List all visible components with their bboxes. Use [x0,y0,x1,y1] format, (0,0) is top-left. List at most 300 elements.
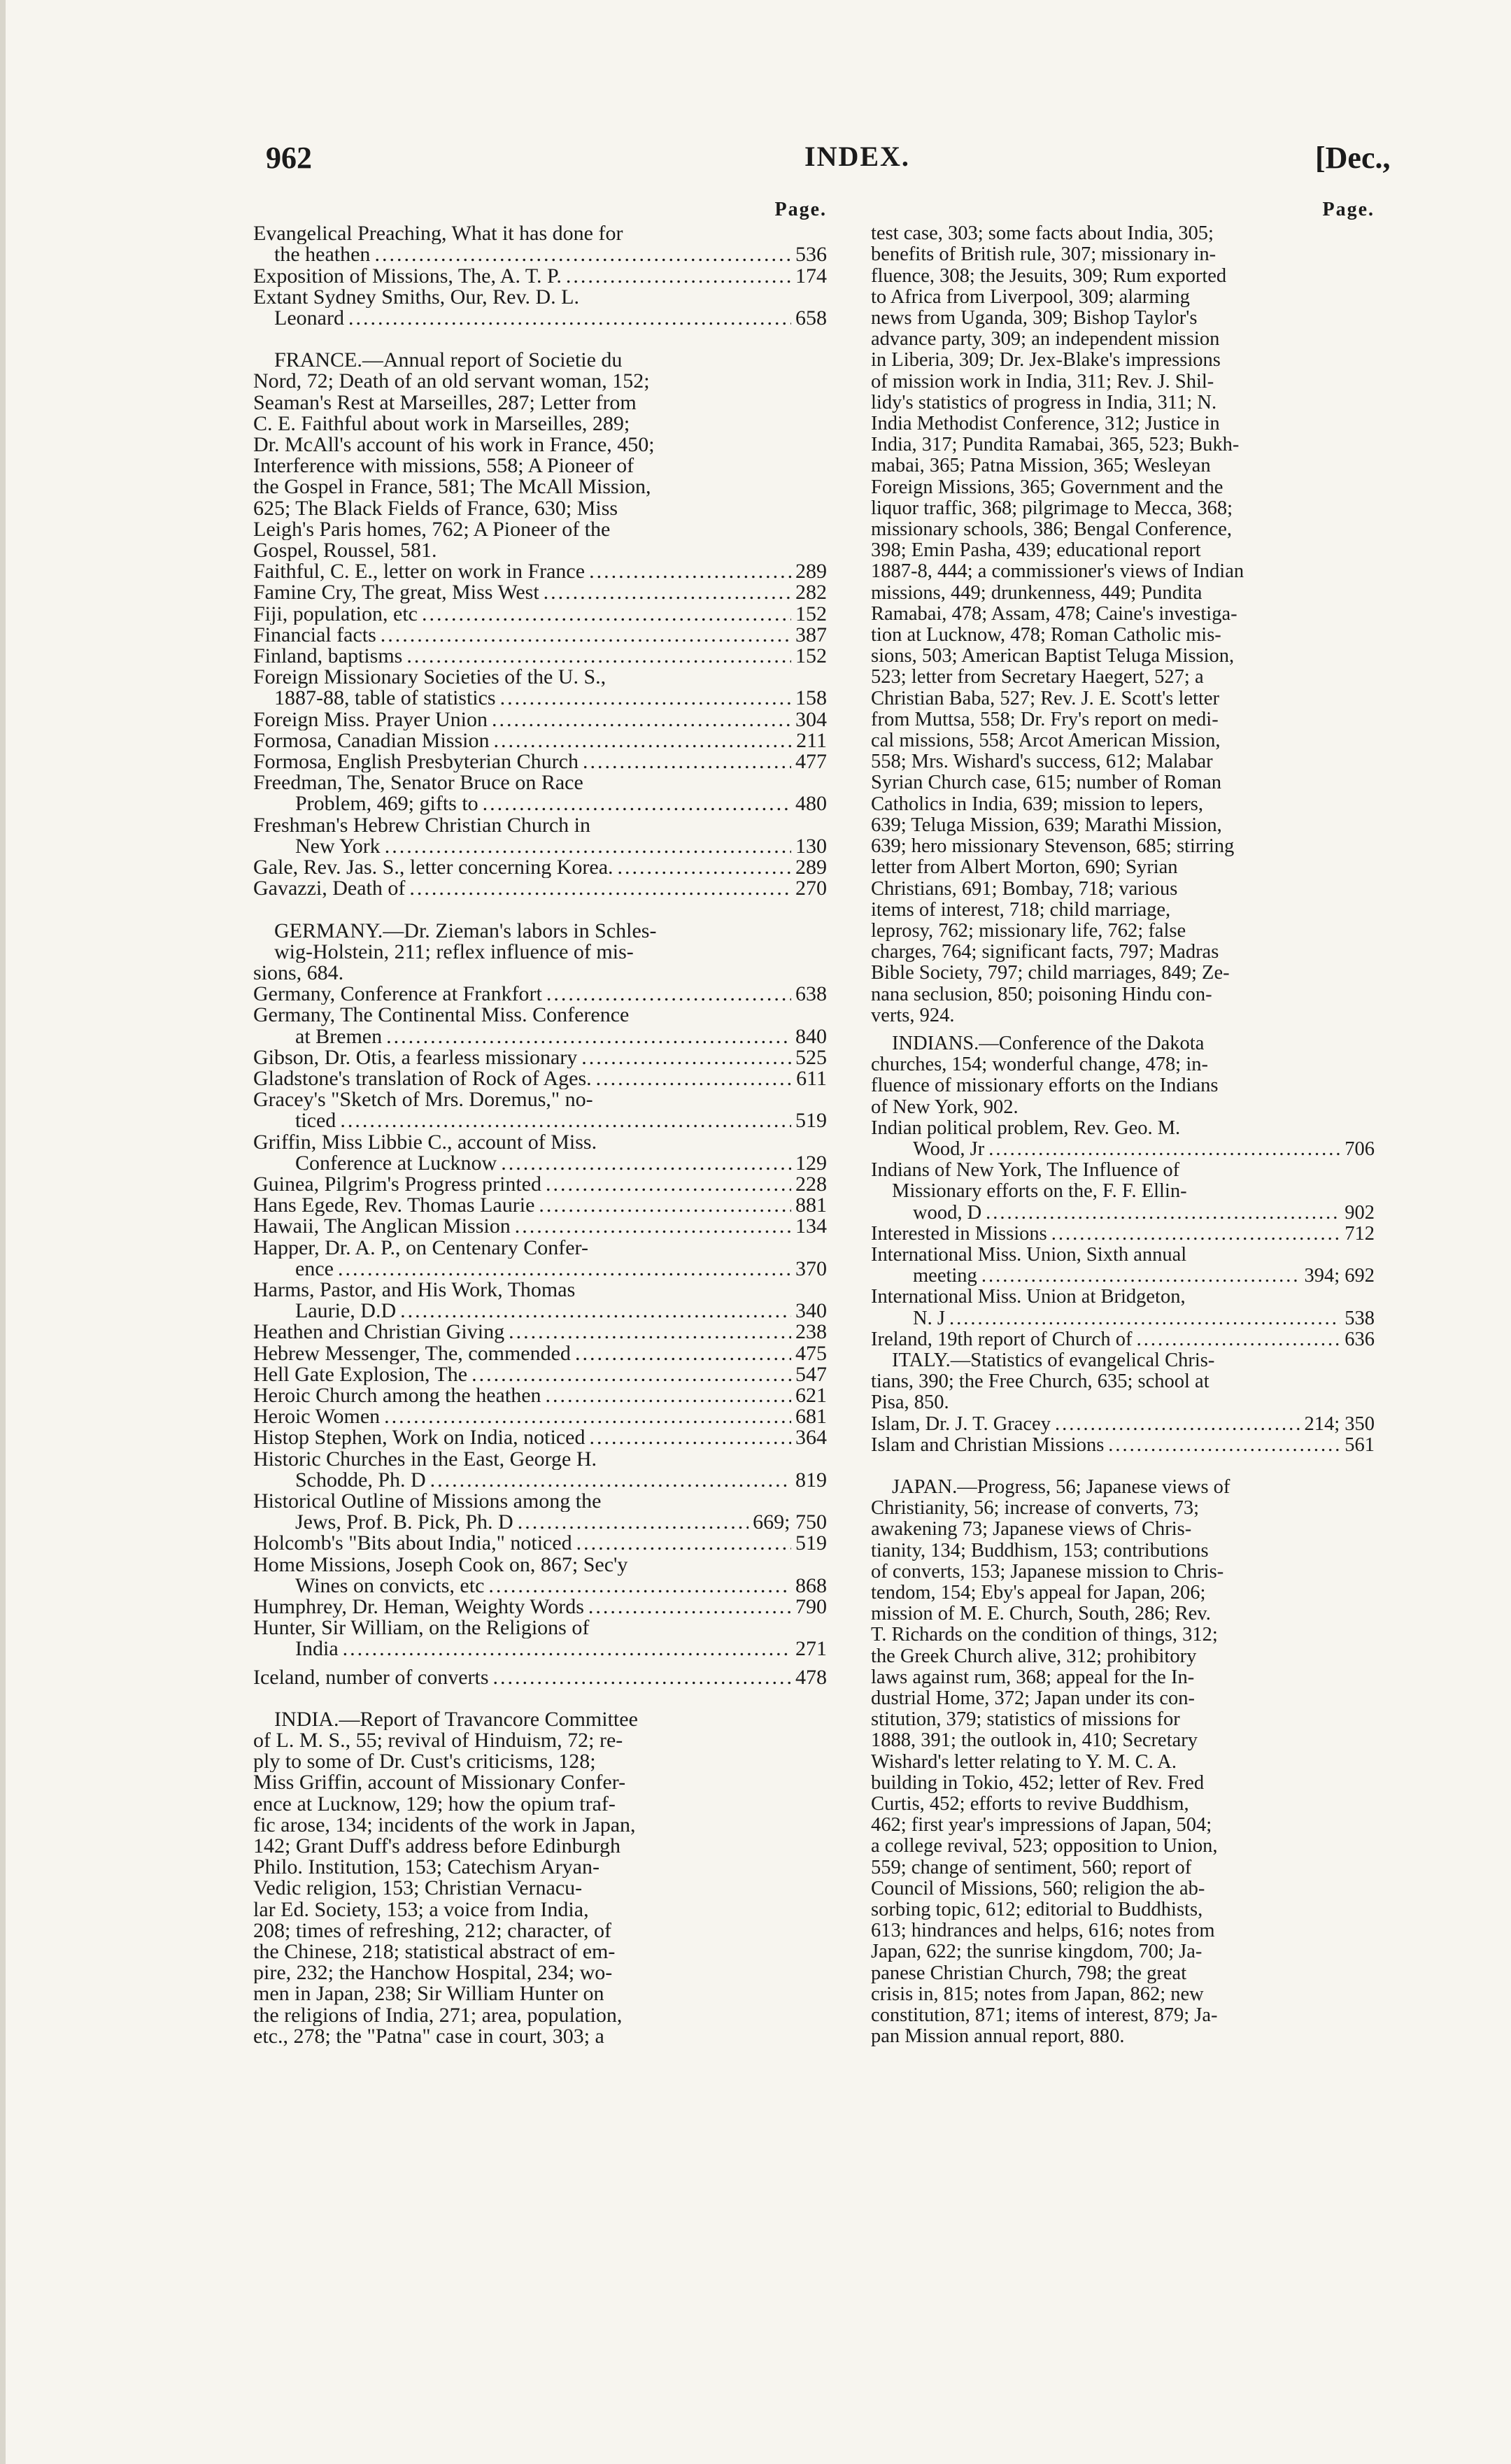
dot-leader [483,793,791,814]
index-line: the Chinese, 218; statistical abstract of em- [253,1941,616,1963]
index-line: Freedman, The, Senator Bruce on Race [253,772,583,794]
index-line: Vedic religion, 153; Christian Vernacu- [253,1878,583,1899]
index-page-ref: 790 [795,1596,827,1618]
index-line: FRANCE.—Annual report of Societie du [274,350,623,371]
index-page-ref: 478 [795,1666,827,1688]
dot-leader [546,1174,791,1195]
index-line: sions, 684. [253,962,344,984]
index-entry-text: the heathen [274,244,371,266]
index-line: Christian Baba, 527; Rev. J. E. Scott's letter [871,688,1220,709]
index-page-ref: 636 [1345,1329,1375,1350]
dot-leader [949,1308,1340,1329]
index-line: 558; Mrs. Wishard's success, 612; Malabar [871,751,1213,773]
index-line: Council of Missions, 560; religion the ab- [871,1878,1205,1899]
index-line [253,793,827,814]
index-line: Griffin, Miss Libbie C., account of Miss. [253,1131,597,1153]
index-line [253,1385,827,1406]
index-page-ref: 712 [1345,1223,1375,1245]
index-line: ence at Lucknow, 129; how the opium traf- [253,1793,616,1815]
index-entry-text: Financial facts [253,624,376,646]
index-line [253,1343,827,1364]
index-entry-text: Faithful, C. E., letter on work in France [253,561,586,583]
index-line: verts, 924. [871,1005,955,1026]
index-line [253,1638,827,1659]
index-line: Historic Churches in the East, George H. [253,1448,597,1470]
index-entry-text: N. J [913,1308,945,1329]
index-entry-text: Foreign Miss. Prayer Union [253,709,488,730]
index-line [253,1195,827,1216]
index-entry-text: Interested in Missions [871,1223,1047,1245]
index-entry-text: Gladstone's translation of Rock of Ages. [253,1068,592,1090]
index-line: nana seclusion, 850; poisoning Hindu con- [871,984,1212,1005]
index-line [253,561,827,582]
page-edge [0,0,6,2464]
index-line: ITALY.—Statistics of evangelical Chris- [892,1350,1215,1371]
index-line: fluence, 308; the Jesuits, 309; Rum exported [871,265,1227,287]
index-line: Evangelical Preaching, What it has done for [253,223,623,245]
index-page-ref: 611 [796,1068,827,1090]
page-number: 962 [266,141,312,175]
index-entry-text: Histop Stephen, Work on India, noticed [253,1427,586,1449]
index-line: 208; times of refreshing, 212; character, of [253,1920,611,1942]
index-line: Indians of New York, The Influence of [871,1160,1180,1182]
index-line: fluence of missionary efforts on the Indians [871,1075,1219,1097]
index-entry-text: Heathen and Christian Giving [253,1322,505,1343]
dot-leader [494,730,793,751]
index-entry-text: Humphrey, Dr. Heman, Weighty Words [253,1596,584,1618]
index-page-ref: 174 [795,265,827,287]
index-line: mission of M. E. Church, South, 286; Rev. [871,1603,1211,1625]
dot-leader [374,244,791,265]
index-line: missions, 449; drunkenness, 449; Pundita [871,582,1203,604]
index-page-ref: 158 [795,688,827,709]
index-page-ref: 525 [795,1047,827,1068]
index-line [253,1301,827,1322]
index-entry-text: Problem, 469; gifts to [295,793,478,815]
index-line: items of interest, 718; child marriage, [871,899,1171,921]
index-line [253,836,827,857]
index-line [253,1153,827,1174]
index-line: T. Richards on the condition of things, 312; [871,1624,1218,1646]
index-line: Happer, Dr. A. P., on Centenary Confer- [253,1237,588,1259]
index-line [253,244,827,265]
index-entry-text: Exposition of Missions, The, A. T. P. [253,265,562,287]
dot-leader [493,1667,791,1688]
index-entry-text: meeting [913,1266,977,1287]
index-entry-text: Finland, baptisms [253,646,403,667]
dot-leader [400,1301,791,1322]
index-line: Bible Society, 797; child marriages, 849; Ze- [871,963,1230,984]
index-line [871,1308,1375,1329]
index-page-ref: 881 [795,1195,827,1217]
index-line: 625; The Black Fields of France, 630; Miss [253,497,618,519]
dot-leader [409,878,791,899]
index-line: the religions of India, 271; area, population, [253,2004,623,2026]
dot-leader [588,1596,791,1617]
index-line: crisis in, 815; notes from Japan, 862; new [871,1983,1204,2005]
dot-leader [566,266,791,287]
dot-leader [501,1153,791,1174]
index-line: Freshman's Hebrew Christian Church in [253,814,590,836]
index-page-ref: 387 [795,624,827,646]
index-line: of mission work in India, 311; Rev. J. Shil- [871,371,1214,392]
index-line: 613; hindrances and helps, 616; notes from [871,1920,1215,1942]
index-entry-text: New York [295,835,381,858]
index-line [871,1435,1375,1456]
index-page-ref: 340 [795,1301,827,1322]
index-entry-text: Islam, Dr. J. T. Gracey [871,1413,1051,1435]
index-entry-text: India [295,1638,339,1660]
index-page-ref: 304 [795,709,827,730]
running-header [266,140,1511,189]
index-line [253,1512,827,1533]
index-line [253,1576,827,1596]
index-line: 639; hero missionary Stevenson, 685; stirring [871,836,1235,858]
index-line: of L. M. S., 55; revival of Hinduism, 72; re- [253,1730,623,1752]
index-line [253,1174,827,1195]
index-line: panese Christian Church, 798; the great [871,1962,1187,1984]
index-line: the Gospel in France, 581; The McAll Mission, [253,476,651,498]
index-page-ref: 130 [795,835,827,858]
index-entry-text: Gavazzi, Death of [253,878,406,900]
index-column-left [253,199,827,2047]
index-line: fic arose, 134; incidents of the work in Japan, [253,1814,636,1836]
index-line [871,1266,1375,1287]
index-entry-text: Islam and Christian Missions [871,1434,1105,1456]
index-line: etc., 278; the "Patna" case in court, 303; a [253,2025,604,2048]
index-line [871,1224,1375,1245]
index-line [253,266,827,287]
dot-leader [1108,1435,1340,1456]
index-line: JAPAN.—Progress, 56; Japanese views of [892,1476,1230,1498]
index-page-ref: 270 [795,878,827,900]
dot-leader [430,1470,791,1491]
index-page-ref: 238 [795,1322,827,1343]
index-line: Indian political problem, Rev. Geo. M. [871,1117,1181,1139]
index-line [253,1596,827,1617]
dot-leader [381,625,791,646]
index-line: benefits of British rule, 307; missionary in- [871,244,1216,266]
index-entry-text: Wood, Jr [913,1138,985,1160]
dot-leader [539,1195,791,1216]
index-line: Ramabai, 478; Assam, 478; Caine's investiga- [871,603,1237,625]
dot-leader [596,1068,792,1089]
index-line: news from Uganda, 309; Bishop Taylor's [871,308,1198,330]
index-entry-text: Wines on convicts, etc [295,1575,485,1596]
index-page-ref: 282 [795,582,827,604]
dot-leader [1055,1414,1300,1435]
index-line: missionary schools, 386; Bengal Conference, [871,519,1233,541]
dot-leader [986,1203,1340,1224]
index-line: of New York, 902. [871,1096,1019,1118]
index-line: ply to some of Dr. Cust's criticisms, 128; [253,1751,596,1773]
index-page-ref: 840 [795,1026,827,1047]
index-entry-text: Holcomb's "Bits about India," noticed [253,1533,572,1555]
index-line [253,688,827,709]
index-line [871,1139,1375,1160]
index-line [253,1068,827,1089]
dot-leader [422,604,791,625]
index-line [253,1533,827,1554]
index-line: Leigh's Paris homes, 762; A Pioneer of the [253,518,611,541]
index-line: to Africa from Liverpool, 309; alarming [871,286,1190,308]
index-line: constitution, 871; items of interest, 879; Ja- [871,2005,1218,2027]
index-line: letter from Albert Morton, 690; Syrian [871,857,1178,879]
index-line: Seaman's Rest at Marseilles, 287; Letter from [253,392,637,413]
index-line: cal missions, 558; Arcot American Mission, [871,730,1221,752]
dot-leader [386,1026,791,1047]
index-line [871,1329,1375,1350]
index-line: Gospel, Roussel, 581. [253,540,437,562]
index-line: Curtis, 452; efforts to revive Buddhism, [871,1794,1189,1815]
index-page-ref: 211 [796,730,827,752]
index-entry-text: Hawaii, The Anglican Mission [253,1216,511,1238]
running-month: [Dec., [1315,141,1391,175]
index-line: of converts, 153; Japanese mission to Chris- [871,1561,1224,1583]
index-line: GERMANY.—Dr. Zieman's labors in Schles- [274,920,657,942]
index-line: 1887-8, 444; a commissioner's views of Indian [871,561,1244,583]
dot-leader [488,1576,791,1596]
index-line: Gracey's "Sketch of Mrs. Doremus," no- [253,1089,593,1111]
index-entry-text: Heroic Women [253,1406,381,1428]
index-line: Catholics in India, 639; mission to lepers, [871,793,1203,815]
dot-leader [583,751,791,772]
index-line: awakening 73; Japanese views of Chris- [871,1519,1192,1541]
index-line: Harms, Pastor, and His Work, Thomas [253,1279,576,1301]
index-line: leprosy, 762; missionary life, 762; false [871,920,1186,942]
index-page-ref: 364 [795,1427,827,1449]
index-line [253,709,827,730]
dot-leader [348,308,791,329]
index-entry-text: Gale, Rev. Jas. S., letter concerning Korea. [253,857,613,879]
index-page-ref: 129 [795,1152,827,1174]
index-entry-text: Guinea, Pilgrim's Progress printed [253,1173,542,1196]
dot-leader [385,836,791,857]
index-entry-text: 1887-88, table of statistics [274,688,496,709]
page-column-heading: Page. [1322,199,1375,220]
index-line: Historical Outline of Missions among the [253,1490,602,1513]
index-line: advance party, 309; an independent mission [871,329,1220,351]
index-line: Missionary efforts on the, F. F. Ellin- [892,1181,1187,1203]
index-page-ref: 706 [1345,1138,1375,1160]
index-line: sorbing topic, 612; editorial to Buddhists, [871,1899,1203,1921]
dot-leader [406,646,791,667]
index-page-ref: 638 [795,984,827,1005]
index-line: charges, 764; significant facts, 797; Madras [871,942,1219,963]
dot-leader [338,1259,791,1280]
page-column-heading: Page. [774,199,827,220]
dot-leader [518,1512,749,1533]
index-line: Wishard's letter relating to Y. M. C. A. [871,1751,1177,1773]
index-line: 142; Grant Duff's address before Edinburgh [253,1836,621,1857]
index-line [253,1110,827,1131]
dot-leader [589,1427,791,1448]
index-line: 523; letter from Secretary Haegert, 527; a [871,667,1204,688]
index-entry-text: Fiji, population, etc [253,603,418,625]
index-entry-text: Formosa, English Presbyterian Church [253,751,579,773]
index-line: INDIA.—Report of Travancore Committee [274,1708,638,1731]
index-page-ref: 519 [795,1533,827,1555]
index-page-ref: 370 [795,1258,827,1280]
index-entry-text: Conference at Lucknow [295,1152,497,1174]
dot-leader [576,1533,791,1554]
index-line [253,582,827,603]
index-line [253,878,827,899]
dot-leader [492,709,791,730]
dot-leader [343,1638,791,1659]
dot-leader [618,857,791,878]
index-page-ref: 538 [1345,1308,1375,1329]
dot-leader [589,561,791,582]
index-page-ref: 561 [1345,1434,1375,1456]
index-line: churches, 154; wonderful change, 478; in- [871,1054,1208,1076]
index-line: Hunter, Sir William, on the Religions of [253,1617,590,1639]
index-page-ref: 819 [795,1469,827,1491]
index-entry-text: Jews, Prof. B. Pick, Ph. D [295,1512,513,1534]
index-line: Christians, 691; Bombay, 718; various [871,878,1178,900]
index-entry-text: Leonard [274,308,344,330]
index-page-ref: 289 [795,857,827,879]
index-line [253,1322,827,1343]
index-line [253,1026,827,1047]
index-line: Japan, 622; the sunrise kingdom, 700; Ja- [871,1941,1203,1963]
index-line [253,1047,827,1068]
index-line: tion at Lucknow, 478; Roman Catholic mis- [871,625,1221,646]
index-entries-left [253,223,827,2047]
index-line: International Miss. Union at Bridgeton, [871,1287,1186,1308]
index-line: Syrian Church case, 615; number of Roman [871,772,1222,794]
index-line [253,1470,827,1491]
index-line: Interference with missions, 558; A Pioneer of [253,455,634,477]
index-line [871,1203,1375,1224]
index-line: Nord, 72; Death of an old servant woman, 152; [253,371,650,392]
index-line: from Muttsa, 558; Dr. Fry's report on medi- [871,709,1219,730]
index-line: Pisa, 850. [871,1392,949,1414]
index-entry-text: Hebrew Messenger, The, commended [253,1343,571,1364]
dot-leader [500,688,791,709]
index-line [253,646,827,667]
index-page-ref: 134 [795,1216,827,1238]
index-line: International Miss. Union, Sixth annual [871,1244,1187,1266]
index-line [253,751,827,772]
index-line: in Liberia, 309; Dr. Jex-Blake's impressions [871,350,1221,371]
index-line [253,625,827,646]
index-line: tendom, 154; Eby's appeal for Japan, 206; [871,1583,1206,1603]
index-line: mabai, 365; Patna Mission, 365; Wesleyan [871,455,1211,477]
index-line: C. E. Faithful about work in Marseilles, 289; [253,413,630,435]
index-line [253,604,827,625]
index-page-ref: 621 [795,1385,827,1407]
index-page-ref: 536 [795,244,827,266]
index-entry-text: Gibson, Dr. Otis, a fearless missionary [253,1047,578,1068]
dot-leader [1137,1329,1341,1350]
index-line [253,1667,827,1688]
index-line: liquor traffic, 368; pilgrimage to Mecca, 368; [871,497,1233,519]
index-page-ref: 477 [795,751,827,773]
index-page-ref: 152 [795,646,827,667]
index-entry-text: Hell Gate Explosion, The [253,1364,468,1385]
index-line: pan Mission annual report, 880. [871,2026,1125,2048]
index-entry-text: Famine Cry, The great, Miss West [253,582,539,604]
dot-leader [546,984,791,1005]
dot-leader [981,1266,1300,1287]
index-line: stitution, 379; statistics of missions for [871,1709,1180,1731]
index-line: 559; change of sentiment, 560; report of [871,1857,1192,1878]
index-line: Miss Griffin, account of Missionary Confer- [253,1772,626,1794]
index-line [253,1216,827,1237]
index-entries-right [871,223,1375,2047]
index-line: laws against rum, 368; appeal for the In- [871,1666,1195,1688]
index-line: INDIANS.—Conference of the Dakota [892,1033,1205,1054]
index-line: pire, 232; the Hanchow Hospital, 234; wo- [253,1962,613,1984]
dot-leader [384,1406,791,1427]
index-page-ref: 658 [795,308,827,330]
index-line: India Methodist Conference, 312; Justice in [871,413,1220,435]
dot-leader [544,582,791,603]
dot-leader [340,1110,791,1131]
dot-leader [471,1364,791,1385]
index-line: India, 317; Pundita Ramabai, 365, 523; Bukh- [871,434,1240,456]
index-entry-text: Formosa, Canadian Mission [253,730,490,752]
index-page-ref: 475 [795,1343,827,1364]
index-line: Foreign Missionary Societies of the U. S., [253,667,606,688]
index-page-ref: 868 [795,1575,827,1596]
index-entry-text: ence [295,1258,334,1280]
index-entry-text: Heroic Church among the heathen [253,1385,541,1407]
index-line: men in Japan, 238; Sir William Hunter on [253,1983,604,2005]
index-line: lar Ed. Society, 153; a voice from India, [253,1899,589,1920]
index-line: 639; Teluga Mission, 639; Marathi Mission, [871,814,1222,836]
index-line: Home Missions, Joseph Cook on, 867; Sec'y [253,1554,628,1576]
index-line [253,857,827,878]
index-entry-text: ticed [295,1110,336,1132]
index-line [871,1414,1375,1435]
index-line: Extant Sydney Smiths, Our, Rev. D. L. [253,286,579,309]
index-line: Christianity, 56; increase of converts, 73; [871,1498,1200,1520]
index-line [253,1364,827,1385]
index-line: Foreign Missions, 365; Government and the [871,476,1223,498]
index-line [253,730,827,751]
index-line: Germany, The Continental Miss. Conference [253,1005,630,1026]
index-entry-text: Ireland, 19th report of Church of [871,1329,1133,1350]
index-line: Philo. Institution, 153; Catechism Aryan- [253,1857,600,1878]
index-line: test case, 303; some facts about India, 305; [871,223,1214,245]
index-entry-text: Iceland, number of converts [253,1666,489,1688]
dot-leader [509,1322,791,1343]
index-entry-text: wood, D [913,1202,982,1224]
index-page-ref: 547 [795,1364,827,1385]
dot-leader [575,1343,791,1364]
index-page-ref: 214; 350 [1304,1413,1375,1435]
index-entry-text: Hans Egede, Rev. Thomas Laurie [253,1195,535,1217]
dot-leader [1051,1224,1341,1245]
dot-leader [546,1385,791,1406]
index-entry-text: Laurie, D.D [295,1301,397,1322]
index-line: lidy's statistics of progress in India, 311; N. [871,392,1217,413]
index-line: 398; Emin Pasha, 439; educational report [871,540,1201,562]
index-page-ref: 519 [795,1110,827,1132]
index-page-ref: 152 [795,603,827,625]
index-page-ref: 289 [795,561,827,583]
index-page-ref: 271 [795,1638,827,1660]
index-page-ref: 228 [795,1173,827,1196]
index-page-ref: 394; 692 [1304,1266,1375,1287]
index-page-ref: 480 [795,793,827,815]
dot-leader [581,1047,791,1068]
index-line: wig-Holstein, 211; reflex influence of mis- [274,941,634,963]
index-entry-text: Germany, Conference at Frankfort [253,984,542,1005]
index-entry-text: at Bremen [295,1026,383,1047]
